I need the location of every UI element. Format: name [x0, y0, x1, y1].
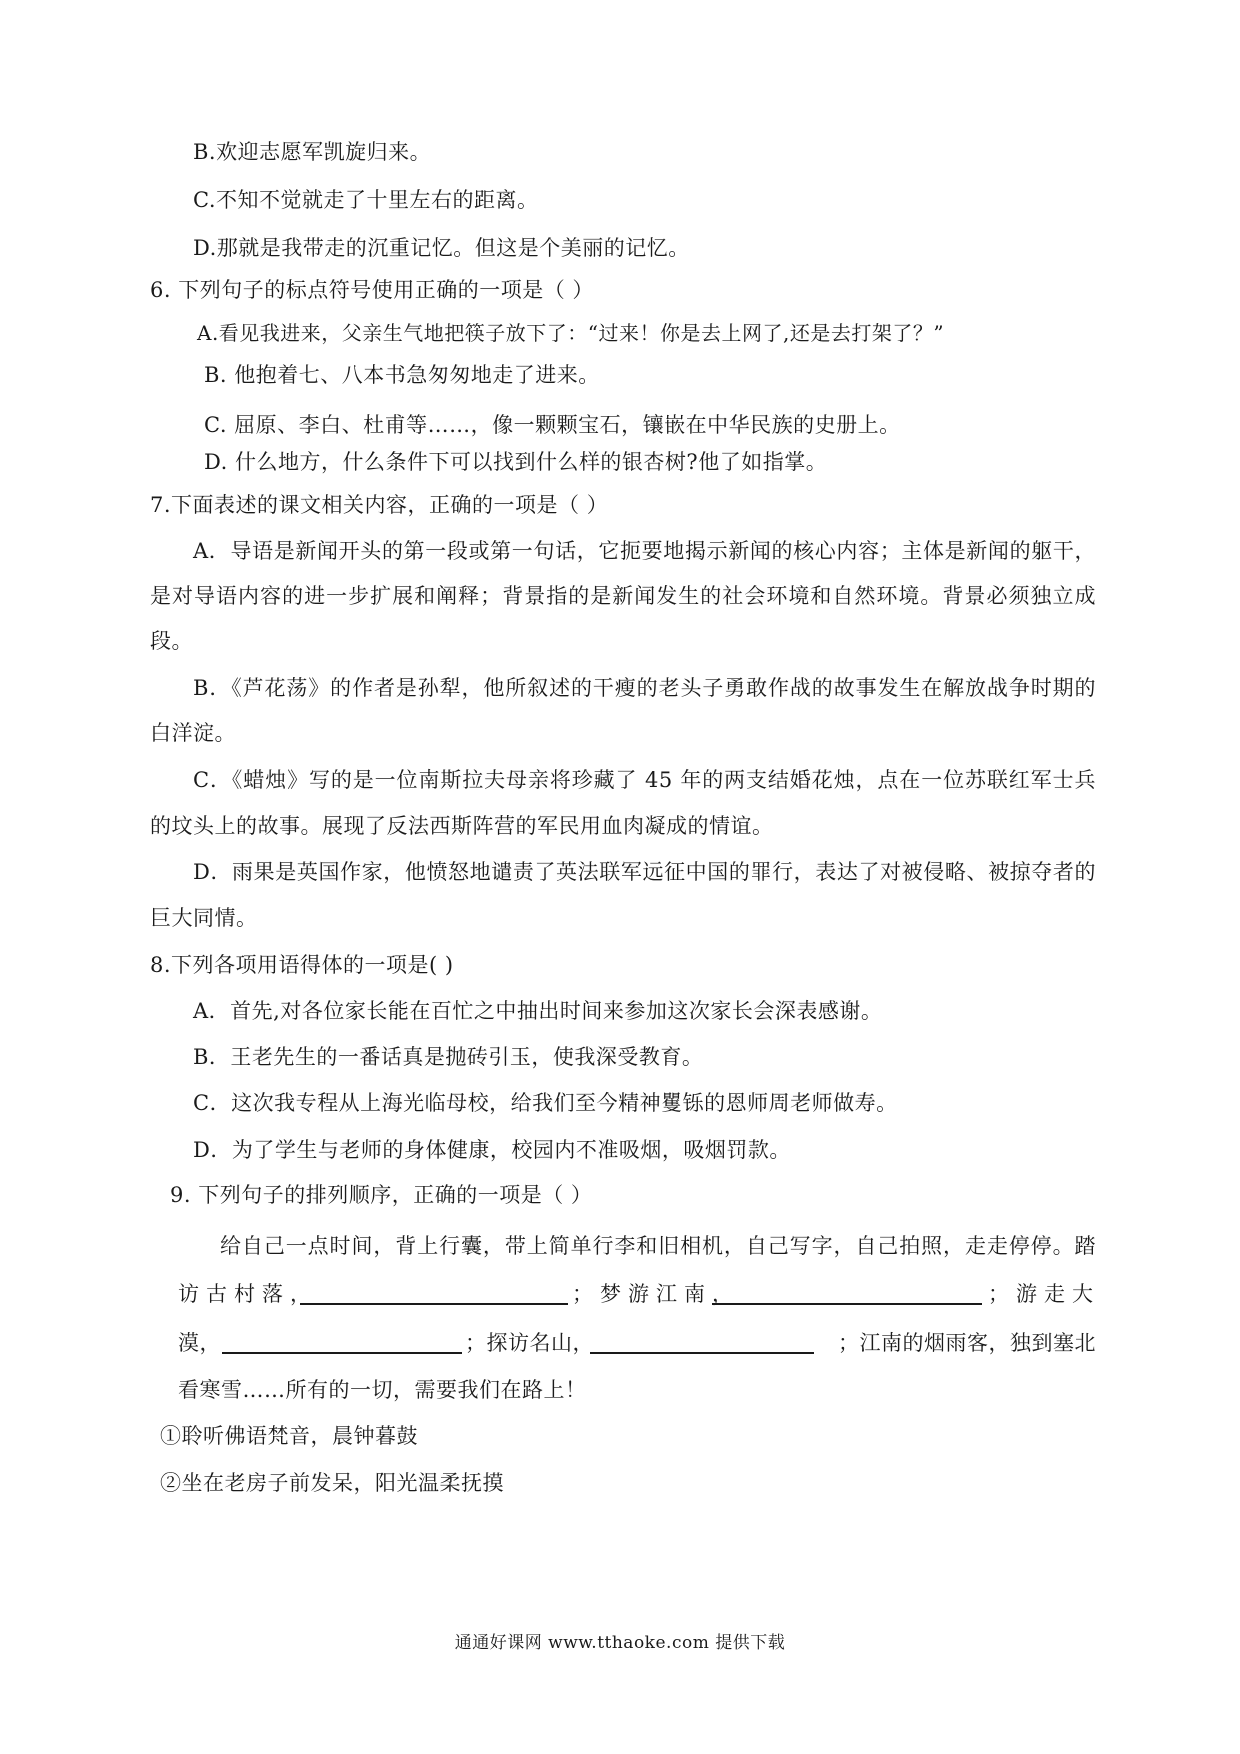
q9-seg-desert-part1: ；游走大 [988, 1282, 1100, 1306]
q9-blank-1[interactable] [300, 1279, 568, 1305]
q6-option-c: C. 屈原、李白、杜甫等……，像一颗颗宝石，镶嵌在中华民族的史册上。 [204, 413, 901, 437]
q9-seg-visit-village: 访古村落， [178, 1282, 318, 1306]
q8-option-a: A．首先,对各位家长能在百忙之中抽出时间来参加这次家长会深表感谢。 [193, 999, 883, 1023]
q7-option-a-line3: 段。 [150, 629, 193, 653]
q7-option-c-line1: C．《蜡烛》写的是一位南斯拉夫母亲将珍藏了 45 年的两支结婚花烛，点在一位苏联红军士兵 [193, 768, 1096, 792]
q8-option-b: B．王老先生的一番话真是抛砖引玉，使我深受教育。 [193, 1045, 704, 1069]
q5-option-c: C.不知不觉就走了十里左右的距离。 [193, 188, 539, 212]
q8-option-d: D．为了学生与老师的身体健康，校园内不准吸烟，吸烟罚款。 [193, 1138, 791, 1162]
q9-blank-3[interactable] [222, 1328, 462, 1354]
q7-option-d-line2: 巨大同情。 [150, 906, 258, 930]
q7-option-a-line1: A．导语是新闻开头的第一段或第一句话，它扼要地揭示新闻的核心内容；主体是新闻的躯干， [193, 539, 1096, 563]
q6-option-d: D. 什么地方，什么条件下可以找到什么样的银杏树?他了如指掌。 [204, 450, 828, 474]
q7-stem: 7.下面表述的课文相关内容，正确的一项是（ ） [150, 493, 609, 517]
q7-option-d-line1: D．雨果是英国作家，他愤怒地谴责了英法联军远征中国的罪行，表达了对被侵略、被掠夺者的 [193, 860, 1096, 884]
page-footer: 通通好课网 www.tthaoke.com 提供下载 [454, 1633, 786, 1653]
q5-option-d: D.那就是我带走的沉重记忆。但这是个美丽的记忆。 [193, 236, 690, 260]
q9-item-1: ①聆听佛语梵音，晨钟暮鼓 [160, 1424, 418, 1448]
q6-option-b: B. 他抱着七、八本书急匆匆地走了进来。 [204, 363, 600, 387]
q9-blank-2[interactable] [712, 1279, 982, 1305]
q8-option-c: C．这次我专程从上海光临母校，给我们至今精神矍铄的恩师周老师做寿。 [193, 1091, 898, 1115]
q9-seg-desert-part2: 漠， [178, 1331, 221, 1355]
q7-option-b-line2: 白洋淀。 [150, 721, 236, 745]
q7-option-c-line2: 的坟头上的故事。展现了反法西斯阵营的军民用血肉凝成的情谊。 [150, 814, 774, 838]
q9-seg-dream-jiangnan: ；梦游江南， [572, 1282, 740, 1306]
q9-seg-jiangnan: ；江南的烟雨客，独到塞北 [838, 1331, 1096, 1355]
q9-blank-4[interactable] [590, 1328, 814, 1354]
q7-option-b-line1: B．《芦花荡》的作者是孙犁，他所叙述的干瘦的老头子勇敢作战的故事发生在解放战争时期的 [193, 676, 1096, 700]
q9-passage-line4: 看寒雪……所有的一切，需要我们在路上！ [178, 1378, 587, 1402]
q5-option-b: B.欢迎志愿军凯旋归来。 [193, 140, 432, 164]
q8-stem: 8.下列各项用语得体的一项是( ) [150, 953, 454, 977]
q9-passage-line1: 给自己一点时间，背上行囊，带上简单行李和旧相机，自己写字，自己拍照，走走停停。踏 [220, 1234, 1096, 1258]
q9-seg-visit-mountain: ；探访名山， [465, 1331, 594, 1355]
q9-stem: 9. 下列句子的排列顺序，正确的一项是（ ） [170, 1183, 593, 1207]
q6-stem: 6. 下列句子的标点符号使用正确的一项是（ ） [150, 278, 594, 302]
q9-item-2: ②坐在老房子前发呆，阳光温柔抚摸 [160, 1471, 504, 1495]
q6-option-a: A.看见我进来，父亲生气地把筷子放下了：“过来！你是去上网了,还是去打架了？” [197, 321, 945, 345]
q7-option-a-line2: 是对导语内容的进一步扩展和阐释；背景指的是新闻发生的社会环境和自然环境。背景必须独立成 [150, 584, 1096, 608]
